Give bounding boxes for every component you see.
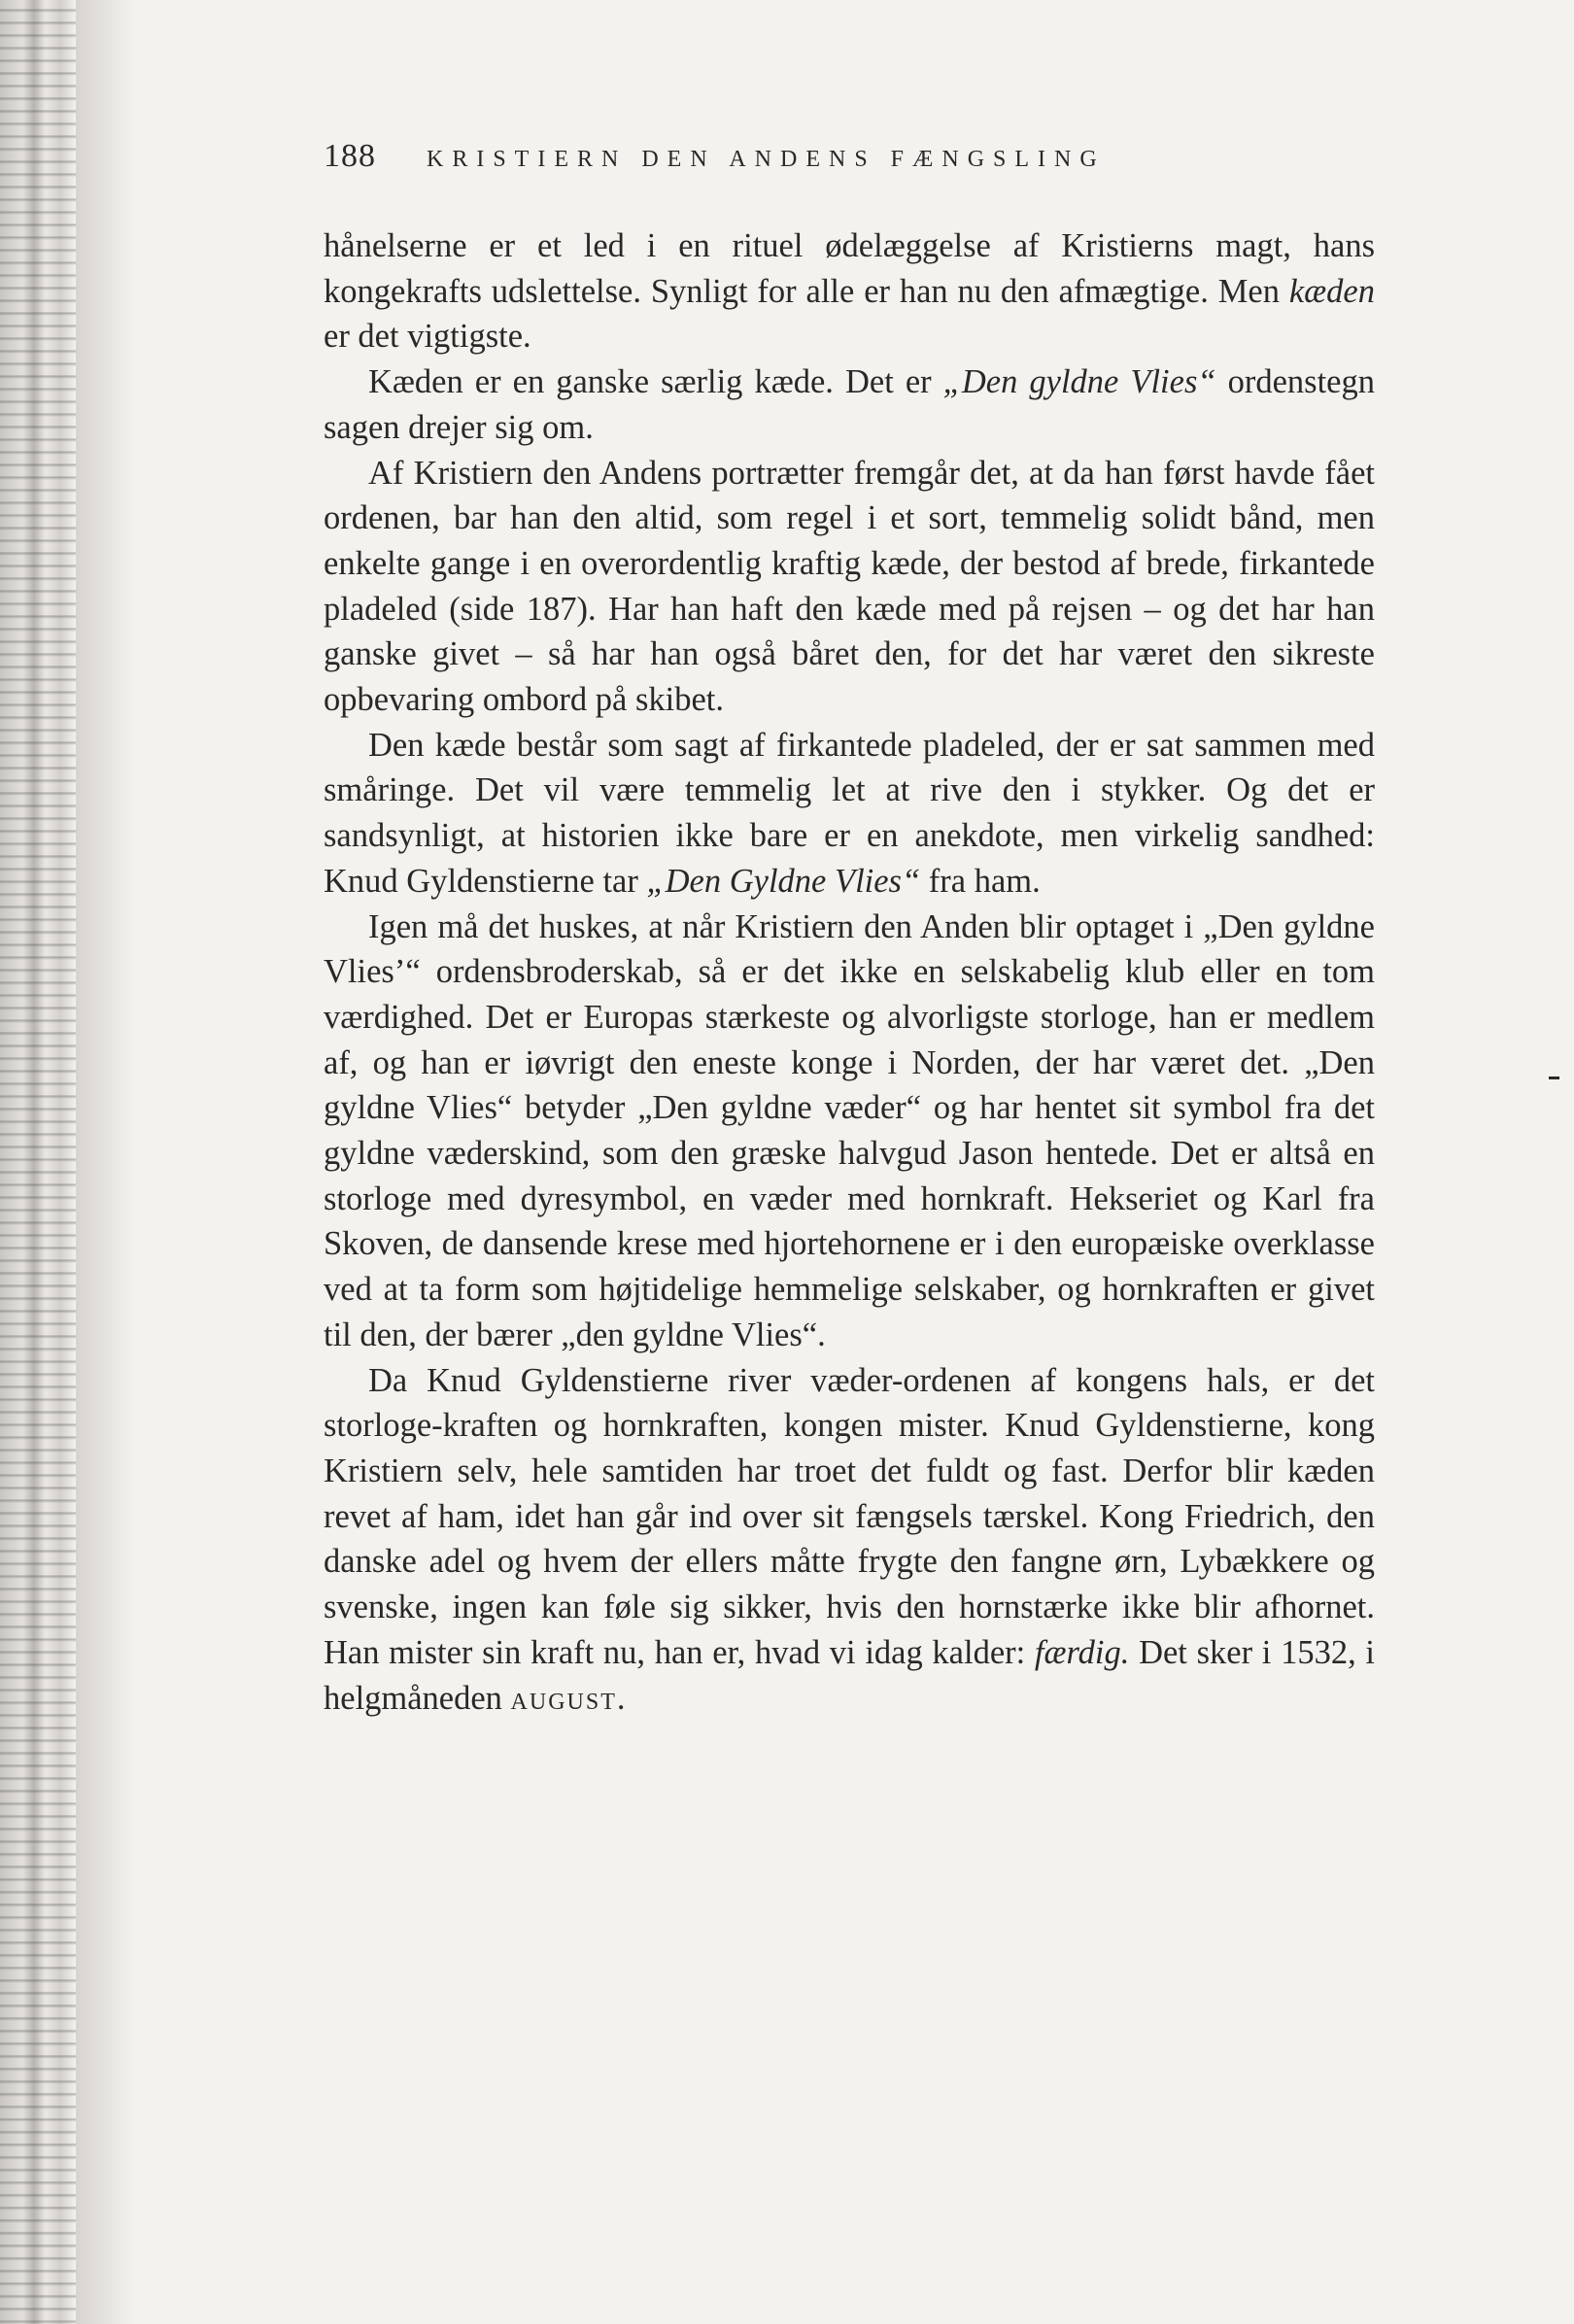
page-gutter-shadow — [76, 0, 134, 2324]
paragraph — [324, 223, 1375, 359]
text-run: er det vigtigste. — [324, 318, 531, 356]
text-run: Kæden er en ganske særlig kæde. Det er — [368, 363, 943, 401]
text-run: . — [616, 1679, 626, 1717]
running-title: KRISTIERN DEN ANDENS FÆNGSLING — [427, 147, 1106, 172]
book-page — [324, 138, 1375, 1721]
page-number: 188 — [324, 138, 376, 174]
text-run: Igen må det huskes, at når Kristiern den Anden blir optaget i „Den gyldne Vlies’“ ordensbroderskab, så er det ikke en selskabelig klub eller en tom værdighed. Det er Europas stærkeste og alvorligste storloge, han er medlem af, og han er iøvrigt den eneste konge i Norden, der har været det. „Den gyldne Vlies“ betyder „Den gyldne væder“ og har hentet sit symbol fra det gyldne væderskind, som den græske halvgud Jason hentede. Det er altså en storloge med dyresymbol, en væder med hornkraft. Hekseriet og Karl fra Skoven, de dansende krese med hjortehornene er i den europæiske overklasse ved at ta form som højtidelige hemmelige selskaber, og hornkraften er givet til den, der bærer „den gyldne Vlies“. — [324, 907, 1375, 1353]
running-head — [324, 138, 1375, 181]
paragraph — [324, 359, 1375, 450]
italic-text: „Den gyldne Vlies“ — [942, 363, 1216, 401]
italic-text: færdig. — [1034, 1633, 1130, 1671]
text-run: hånelserne er et led i en rituel ødelæggelse af Kristierns magt, hans kongekrafts udslettelse. Synligt for alle er han nu den afmægtige. Men — [324, 227, 1375, 310]
smallcaps-text: august — [510, 1679, 617, 1717]
margin-mark — [1549, 1077, 1559, 1079]
paragraph — [324, 905, 1375, 1358]
paragraph — [324, 1358, 1375, 1722]
body-text — [324, 223, 1375, 1721]
text-run: Af Kristiern den Andens portrætter fremgår det, at da han først havde fået ordenen, bar han den altid, som regel i et sort, temmelig solidt bånd, men enkelte gange i en overordentlig kraftig kæde, der bestod af brede, firkantede pladeled (side 187). Har han haft den kæde med på rejsen – og det har han ganske givet – så har han også båret den, for det har været den sikreste opbevaring ombord på skibet. — [324, 454, 1375, 719]
paragraph — [324, 451, 1375, 723]
text-run: Den kæde består som sagt af firkantede pladeled, der er sat sammen med småringe. Det vil være temmelig let at rive den i stykker. Og det er sandsynligt, at historien ikke bare er en anekdote, men virkelig sandhed: Knud Gyldenstierne tar — [324, 726, 1375, 900]
text-run: Da Knud Gyldenstierne river væder-ordenen af kongens hals, er det storloge-kraften og hornkraften, kongen mister. Knud Gyldenstierne, kong Kristiern selv, hele samtiden har troet det fuldt og fast. Derfor blir kæden revet af ham, idet han går ind over sit fængsels tærskel. Kong Friedrich, den danske adel og hvem der ellers måtte frygte den fangne ørn, Lybækkere og svenske, ingen kan føle sig sikker, hvis den hornstærke ikke blir afhornet. Han mister sin kraft nu, han er, hvad vi idag kalder: — [324, 1361, 1375, 1671]
text-run: Det sker i 1532, i helgmåneden — [324, 1633, 1375, 1717]
text-run: fra ham. — [920, 862, 1041, 900]
italic-text: kæden — [1288, 272, 1375, 310]
text-run: ordenstegn sagen drejer sig om. — [324, 363, 1375, 446]
paragraph — [324, 723, 1375, 905]
book-binding-edge — [0, 0, 76, 2324]
italic-text: „Den Gyldne Vlies“ — [646, 862, 921, 900]
